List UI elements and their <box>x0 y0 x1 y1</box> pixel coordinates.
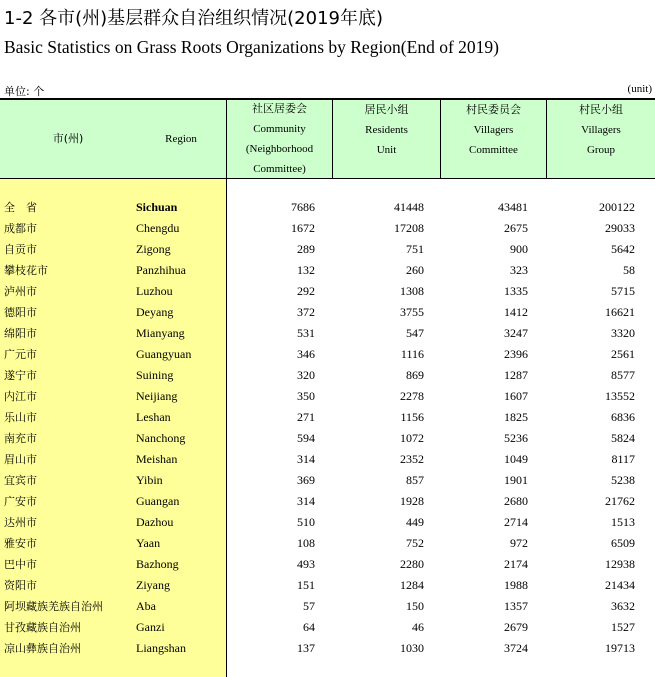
region-name-cn: 雅安市 <box>4 537 37 550</box>
header-villagers-group: 村民小组 Villagers Group <box>579 103 623 156</box>
table-row <box>0 449 655 470</box>
region-name-cn: 阿坝藏族羌族自治州 <box>4 600 103 613</box>
unit-label-cn: 单位: 个 <box>4 85 45 98</box>
table-row <box>0 575 655 596</box>
villagers-group-value: 6509 <box>611 536 635 550</box>
region-name-cn: 巴中市 <box>4 558 37 571</box>
table-row <box>0 491 655 512</box>
table-row <box>0 554 655 575</box>
region-name-en: Dazhou <box>136 515 174 529</box>
villagers-group-value: 29033 <box>605 221 635 235</box>
region-name-en: Chengdu <box>136 221 180 235</box>
region-name-cn: 遂宁市 <box>4 369 37 382</box>
residents-unit-value: 1156 <box>400 410 424 424</box>
community-value: 7686 <box>291 200 315 214</box>
table-row <box>0 281 655 302</box>
region-name-en: Neijiang <box>136 389 178 403</box>
community-value: 314 <box>297 452 315 466</box>
community-value: 289 <box>297 242 315 256</box>
villagers-committee-value: 1901 <box>504 473 528 487</box>
region-name-cn: 广安市 <box>4 495 37 508</box>
region-name-en: Sichuan <box>136 200 178 214</box>
villagers-committee-value: 323 <box>510 263 528 277</box>
villagers-group-value: 2561 <box>611 347 635 361</box>
villagers-committee-value: 2396 <box>504 347 528 361</box>
community-value: 1672 <box>291 221 315 235</box>
table-row <box>0 365 655 386</box>
residents-unit-value: 150 <box>406 599 424 613</box>
region-name-cn: 凉山彝族自治州 <box>4 642 81 655</box>
region-name-cn: 泸州市 <box>4 285 37 298</box>
region-name-cn: 乐山市 <box>4 411 37 424</box>
table-row <box>0 239 655 260</box>
villagers-committee-value: 2679 <box>504 620 528 634</box>
residents-unit-value: 449 <box>406 515 424 529</box>
community-value: 350 <box>297 389 315 403</box>
table-row <box>0 596 655 617</box>
villagers-group-value: 1527 <box>611 620 635 634</box>
region-name-cn: 达州市 <box>4 516 37 529</box>
region-name-en: Panzhihua <box>136 263 186 277</box>
residents-unit-value: 1116 <box>400 347 424 361</box>
villagers-committee-value: 1357 <box>504 599 528 613</box>
villagers-group-value: 3320 <box>611 326 635 340</box>
region-name-en: Aba <box>136 599 156 613</box>
residents-unit-value: 41448 <box>394 200 424 214</box>
residents-unit-value: 1072 <box>400 431 424 445</box>
community-value: 151 <box>297 578 315 592</box>
community-value: 57 <box>303 599 315 613</box>
region-name-en: Yibin <box>136 473 163 487</box>
villagers-group-value: 6836 <box>611 410 635 424</box>
residents-unit-value: 3755 <box>400 305 424 319</box>
community-value: 292 <box>297 284 315 298</box>
residents-unit-value: 1030 <box>400 641 424 655</box>
community-value: 64 <box>303 620 315 634</box>
villagers-committee-value: 2680 <box>504 494 528 508</box>
region-name-cn: 全 省 <box>4 201 37 214</box>
villagers-committee-value: 1607 <box>504 389 528 403</box>
region-name-en: Guangan <box>136 494 180 508</box>
region-name-cn: 宜宾市 <box>4 474 37 487</box>
region-name-cn: 资阳市 <box>4 579 37 592</box>
page-title-cn: 1-2 各市(州)基层群众自治组织情况(2019年底) <box>4 8 384 29</box>
villagers-group-value: 200122 <box>599 200 635 214</box>
villagers-group-value: 8117 <box>611 452 635 466</box>
villagers-committee-value: 2714 <box>504 515 528 529</box>
villagers-group-value: 1513 <box>611 515 635 529</box>
header-villagers-committee: 村民委员会 Villagers Committee <box>466 103 521 156</box>
region-name-en: Zigong <box>136 242 171 256</box>
residents-unit-value: 857 <box>406 473 424 487</box>
residents-unit-value: 1308 <box>400 284 424 298</box>
community-value: 314 <box>297 494 315 508</box>
residents-unit-value: 752 <box>406 536 424 550</box>
villagers-committee-value: 5236 <box>504 431 528 445</box>
header-city-cn: 市(州) <box>52 132 84 145</box>
region-name-cn: 自贡市 <box>4 243 37 256</box>
villagers-group-value: 21434 <box>605 578 635 592</box>
villagers-group-value: 21762 <box>605 494 635 508</box>
community-value: 510 <box>297 515 315 529</box>
community-value: 132 <box>297 263 315 277</box>
residents-unit-value: 2280 <box>400 557 424 571</box>
table-row <box>0 407 655 428</box>
table-row <box>0 638 655 659</box>
region-name-cn: 德阳市 <box>4 306 37 319</box>
table-row <box>0 512 655 533</box>
table-row <box>0 260 655 281</box>
villagers-group-value: 58 <box>623 263 635 277</box>
page-title-en: Basic Statistics on Grass Roots Organizations by Region(End of 2019) <box>4 37 499 57</box>
community-value: 346 <box>297 347 315 361</box>
villagers-group-value: 8577 <box>611 368 635 382</box>
community-value: 320 <box>297 368 315 382</box>
villagers-committee-value: 1412 <box>504 305 528 319</box>
villagers-group-value: 5824 <box>611 431 635 445</box>
region-name-cn: 成都市 <box>4 222 37 235</box>
table-row <box>0 617 655 638</box>
header-region: Region <box>165 133 197 145</box>
header-residents-unit: 居民小组 Residents Unit <box>364 103 409 156</box>
residents-unit-value: 869 <box>406 368 424 382</box>
region-name-en: Deyang <box>136 305 174 319</box>
villagers-group-value: 19713 <box>605 641 635 655</box>
residents-unit-value: 46 <box>412 620 424 634</box>
residents-unit-value: 751 <box>406 242 424 256</box>
region-name-cn: 攀枝花市 <box>4 264 48 277</box>
villagers-committee-value: 1287 <box>504 368 528 382</box>
table-row <box>0 428 655 449</box>
region-name-en: Bazhong <box>136 557 179 571</box>
region-name-en: Suining <box>136 368 174 382</box>
region-name-en: Liangshan <box>136 641 186 655</box>
residents-unit-value: 2352 <box>400 452 424 466</box>
table-row <box>0 344 655 365</box>
region-name-en: Meishan <box>136 452 178 466</box>
villagers-group-value: 5642 <box>611 242 635 256</box>
region-name-cn: 眉山市 <box>4 453 37 466</box>
region-name-en: Nanchong <box>136 431 186 445</box>
community-value: 372 <box>297 305 315 319</box>
villagers-committee-value: 900 <box>510 242 528 256</box>
residents-unit-value: 17208 <box>394 221 424 235</box>
villagers-committee-value: 43481 <box>498 200 528 214</box>
residents-unit-value: 547 <box>406 326 424 340</box>
community-value: 493 <box>297 557 315 571</box>
villagers-committee-value: 2174 <box>504 557 528 571</box>
region-name-cn: 甘孜藏族自治州 <box>4 621 81 634</box>
villagers-committee-value: 972 <box>510 536 528 550</box>
header-rule <box>0 178 655 179</box>
villagers-group-value: 13552 <box>605 389 635 403</box>
table-row <box>0 470 655 491</box>
community-value: 271 <box>297 410 315 424</box>
header-community: 社区居委会 Community (Neighborhood Committee) <box>245 102 314 175</box>
residents-unit-value: 1928 <box>400 494 424 508</box>
table-row <box>0 218 655 239</box>
region-name-en: Ganzi <box>136 620 165 634</box>
community-value: 108 <box>297 536 315 550</box>
statistics-table <box>0 98 655 677</box>
residents-unit-value: 1284 <box>400 578 424 592</box>
region-name-cn: 内江市 <box>4 390 37 403</box>
villagers-committee-value: 1988 <box>504 578 528 592</box>
table-row <box>0 323 655 344</box>
region-name-en: Ziyang <box>136 578 170 592</box>
villagers-committee-value: 1049 <box>504 452 528 466</box>
table-row <box>0 197 655 218</box>
region-name-cn: 南充市 <box>4 432 37 445</box>
community-value: 369 <box>297 473 315 487</box>
villagers-group-value: 5715 <box>611 284 635 298</box>
villagers-group-value: 5238 <box>611 473 635 487</box>
villagers-committee-value: 1335 <box>504 284 528 298</box>
residents-unit-value: 260 <box>406 263 424 277</box>
table-row <box>0 533 655 554</box>
community-value: 531 <box>297 326 315 340</box>
villagers-committee-value: 3247 <box>504 326 528 340</box>
community-value: 594 <box>297 431 315 445</box>
villagers-group-value: 3632 <box>611 599 635 613</box>
villagers-committee-value: 2675 <box>504 221 528 235</box>
region-name-cn: 绵阳市 <box>4 327 37 340</box>
villagers-committee-value: 3724 <box>504 641 528 655</box>
table-row <box>0 386 655 407</box>
villagers-committee-value: 1825 <box>504 410 528 424</box>
villagers-group-value: 16621 <box>605 305 635 319</box>
unit-label-en: (unit) <box>627 83 652 95</box>
residents-unit-value: 2278 <box>400 389 424 403</box>
region-name-en: Yaan <box>136 536 161 550</box>
region-name-en: Guangyuan <box>136 347 192 361</box>
region-name-en: Mianyang <box>136 326 185 340</box>
region-name-cn: 广元市 <box>4 348 37 361</box>
region-name-en: Leshan <box>136 410 171 424</box>
table-row <box>0 302 655 323</box>
community-value: 137 <box>297 641 315 655</box>
region-name-en: Luzhou <box>136 284 173 298</box>
villagers-group-value: 12938 <box>605 557 635 571</box>
